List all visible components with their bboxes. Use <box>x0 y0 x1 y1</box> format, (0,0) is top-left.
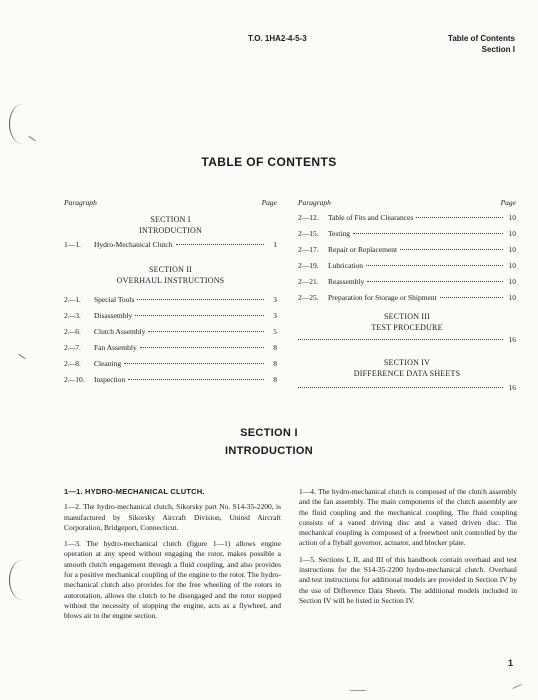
body-paragraph: 1—3. The hydro-mechanical clutch (figure 1—1) allows engine operation at any speed without engaging the rotor, makes possible a smooth clutch engagement through a fluid coupling, and also provides for a positive mechanical coupling of the engine to the rotor. The hydro-mechanical clutch also provides for the free wheeling of the rotors in autorotation, allows the clutch to be disengaged and the rotor stopped without the necessity of stopping the engine, acts as a flywheel, and blows air to the engine section. <box>64 539 281 621</box>
toc-entry[interactable] <box>298 293 516 309</box>
toc-entry-page: 16 <box>508 383 516 392</box>
toc-entry[interactable] <box>64 311 277 327</box>
body-paragraph: 1—4. The hydro-mechanical clutch is composed of the clutch assembly and the fan assembly. The main components of the clutch assembly are the fluid coupling and the mechanical coupling. The fluid coupling consists of a vaned driving disc and a vaned driven disc. The mechanical coupling is composed of a freewheel unit controlled by the action of a flyball governor, actuator, and blocker plate. <box>299 487 517 548</box>
dot-leader <box>148 331 264 332</box>
toc-entry-page: 3 <box>273 295 277 304</box>
body-right-column <box>299 487 517 612</box>
running-header-title: Table of Contents <box>448 34 515 43</box>
body-left-column <box>64 487 281 628</box>
toc-entry-number: 2—6. <box>64 327 81 336</box>
toc-entry-number: 2—8. <box>64 359 81 368</box>
toc-entry-title: Clutch Assembly <box>94 327 146 336</box>
toc-entry-number: 2—15. <box>298 229 319 238</box>
page-column-label: Page <box>261 198 277 207</box>
dot-leader <box>298 339 503 340</box>
body-paragraph: 1—5. Sections I, II, and III of this handbook contain overhaul and test instructions for the S14-35-2200 hydro-mechanical clutch. Overhaul and test instructions for additional models are provided in Section IV by the use of Difference Data Sheets. The additional models included in Section IV will be listed in Section IV. <box>299 554 517 605</box>
toc-entry-page: 10 <box>508 261 516 270</box>
scan-mark <box>18 354 25 359</box>
toc-entry-page: 10 <box>508 245 516 254</box>
toc-entry-title: Testing <box>328 229 350 238</box>
toc-entry-page: 8 <box>273 343 277 352</box>
toc-right-column <box>298 198 516 397</box>
dot-leader <box>366 265 503 266</box>
toc-section-subtitle: DIFFERENCE DATA SHEETS <box>353 369 461 378</box>
page-column-label: Page <box>500 198 516 207</box>
toc-entry[interactable] <box>298 277 516 293</box>
toc-entry-page: 10 <box>508 229 516 238</box>
toc-entry-number: 2—17. <box>298 245 319 254</box>
toc-column-header <box>64 198 277 212</box>
toc-entry[interactable] <box>64 343 277 359</box>
toc-entry-number: 2—21. <box>298 277 319 286</box>
dot-leader <box>124 363 264 364</box>
toc-entry-title: Disassembly <box>94 311 133 320</box>
toc-entry[interactable] <box>298 229 516 245</box>
toc-section-subtitle: TEST PROCEDURE <box>371 323 443 332</box>
toc-entry-page: 8 <box>273 359 277 368</box>
toc-entry-title: Inspection <box>94 375 126 384</box>
dot-leader <box>400 249 503 250</box>
dot-leader <box>367 281 503 282</box>
dot-leader <box>353 233 503 234</box>
toc-entry-title: Table of Fits and Clearances <box>328 213 414 222</box>
toc-entry-page: 10 <box>508 277 516 286</box>
toc-entry[interactable] <box>298 261 516 277</box>
toc-entry-page: 10 <box>508 293 516 302</box>
toc-entry[interactable] <box>298 383 516 397</box>
body-paragraph: 1—2. The hydro-mechanical clutch, Sikorsky part No. S14-35-2200, is manufactured by Sikorsky Aircraft Division, United Aircraft Corporation, Bridgeport, Connecticut. <box>64 502 281 532</box>
toc-entry-title: Fan Assembly <box>94 343 137 352</box>
toc-entry-page: 10 <box>508 213 516 222</box>
dot-leader <box>137 299 264 300</box>
toc-entry-title: Preparation for Storage or Shipment <box>328 293 437 302</box>
page-number: 1 <box>507 658 513 668</box>
toc-entry[interactable] <box>64 240 277 256</box>
toc-entry-number: 2—1. <box>64 295 81 304</box>
section-title: SECTION I <box>240 427 298 439</box>
section-heading <box>0 424 538 460</box>
toc-section-title: SECTION II <box>148 265 193 274</box>
toc-section1-entries <box>64 240 277 256</box>
toc-section-subtitle: INTRODUCTION <box>139 226 202 235</box>
dot-leader <box>416 217 503 218</box>
toc-entry-title: Reassembly <box>328 277 365 286</box>
toc-section-subtitle: OVERHAUL INSTRUCTIONS <box>116 276 225 285</box>
toc-entry[interactable] <box>298 213 516 229</box>
toc-entry-number: 1—1. <box>64 240 81 249</box>
toc-entry-number: 2—19. <box>298 261 319 270</box>
dot-leader <box>140 347 264 348</box>
toc-entry[interactable] <box>64 295 277 311</box>
toc-heading: TABLE OF CONTENTS <box>201 155 337 169</box>
toc-entry[interactable] <box>298 335 516 349</box>
dot-leader <box>176 244 264 245</box>
toc-entry-page: 5 <box>273 327 277 336</box>
dot-leader <box>135 315 264 316</box>
toc-entry-number: 2—10. <box>64 375 85 384</box>
dot-leader <box>440 297 503 298</box>
toc-entry-number: 2—12. <box>298 213 319 222</box>
toc-entry-page: 1 <box>273 240 277 249</box>
dot-leader <box>298 387 503 388</box>
toc-entry-page: 3 <box>273 311 277 320</box>
toc-entry[interactable] <box>64 327 277 343</box>
toc-section-title: SECTION III <box>384 312 430 321</box>
section-subtitle: INTRODUCTION <box>225 445 313 457</box>
toc-entry-title: Lubrication <box>328 261 363 270</box>
scan-mark <box>512 684 521 689</box>
toc-entry-number: 2—25. <box>298 293 319 302</box>
toc-entry[interactable] <box>64 375 277 391</box>
toc-entry-number: 2—3. <box>64 311 81 320</box>
toc-entry-page: 8 <box>273 375 277 384</box>
toc-section2-continued-entries <box>298 213 516 309</box>
toc-section2-entries <box>64 295 277 391</box>
toc-entry[interactable] <box>64 359 277 375</box>
toc-entry-title: Special Tools <box>94 295 135 304</box>
binder-hole-mark <box>9 560 36 600</box>
paragraph-heading: 1—1. HYDRO-MECHANICAL CLUTCH. <box>64 487 205 496</box>
scan-mark <box>350 690 366 691</box>
running-header-section: Section I <box>481 45 515 54</box>
running-header <box>448 33 515 55</box>
toc-entry-number: 2—7. <box>64 343 81 352</box>
paragraph-column-label: Paragraph <box>298 198 331 207</box>
document-number: T.O. 1HA2-4-5-3 <box>248 34 307 43</box>
toc-section-title: SECTION I <box>150 215 191 224</box>
toc-left-column <box>64 198 277 391</box>
toc-entry-title: Hydro-Mechanical Clutch <box>94 240 173 249</box>
toc-entry[interactable] <box>298 245 516 261</box>
paragraph-column-label: Paragraph <box>64 198 97 207</box>
toc-entry-page: 16 <box>508 335 516 344</box>
dot-leader <box>128 379 264 380</box>
toc-entry-title: Repair or Replacement <box>328 245 398 254</box>
toc-section-title: SECTION IV <box>383 358 431 367</box>
toc-entry-title: Cleaning <box>94 359 122 368</box>
toc-column-header <box>298 198 516 212</box>
